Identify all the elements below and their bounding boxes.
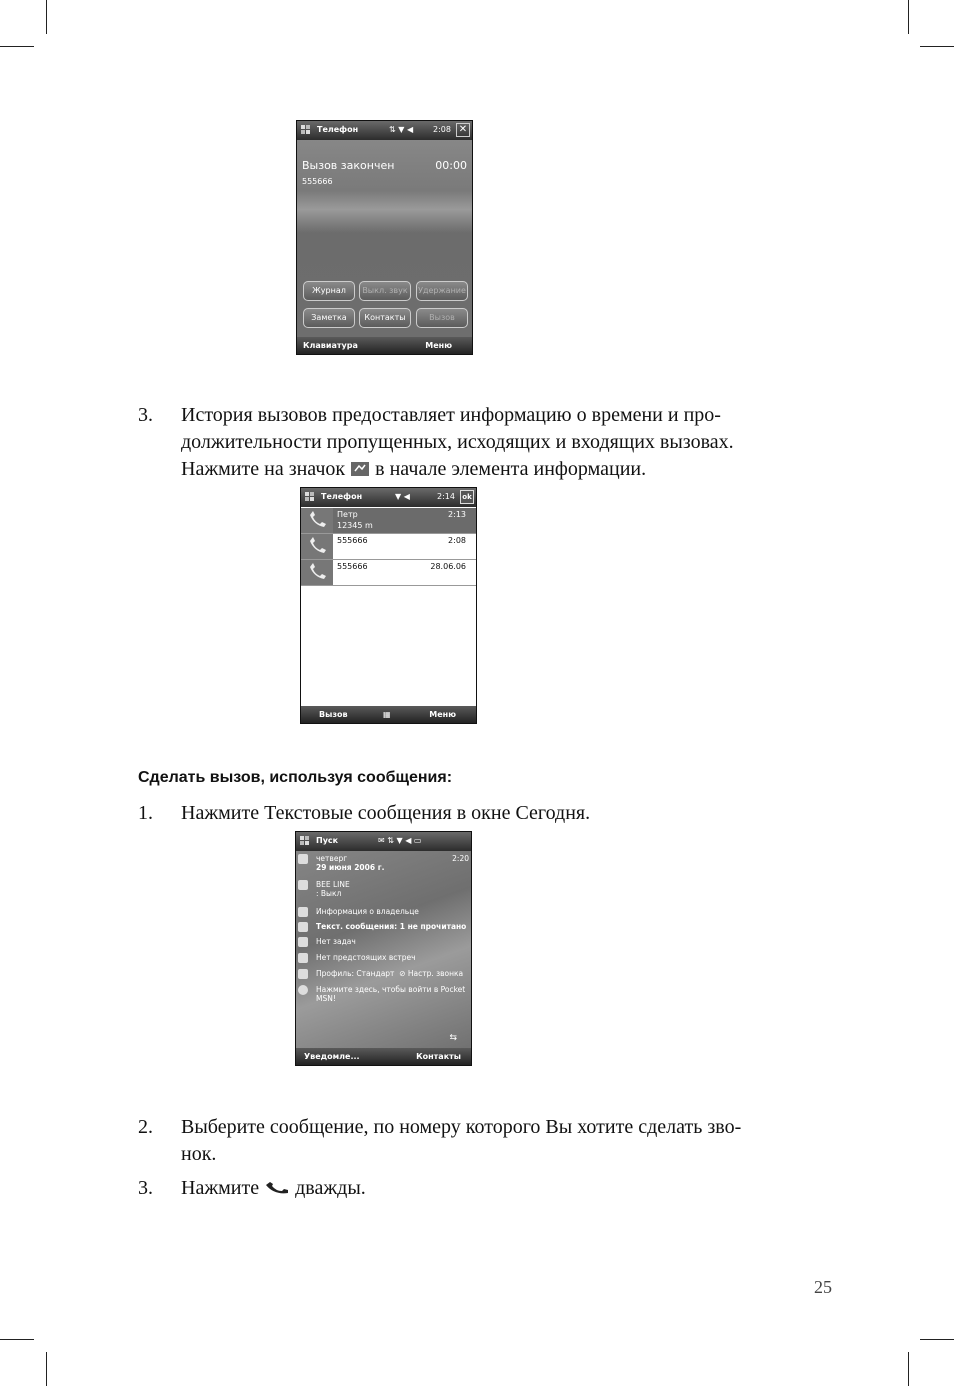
messages-status: Текст. сообщения: 1 не прочитано bbox=[316, 922, 467, 931]
keyboard-icon[interactable]: ▦ bbox=[383, 710, 391, 719]
table-row[interactable] bbox=[301, 534, 476, 560]
operator: BEE LINE bbox=[316, 880, 350, 889]
checkbox-icon bbox=[298, 937, 308, 947]
app-title: Пуск bbox=[316, 836, 339, 845]
item-text: дважды. bbox=[295, 1177, 366, 1199]
log-button[interactable]: Журнал bbox=[303, 281, 355, 301]
call-timer: 00:00 bbox=[435, 159, 467, 172]
app-title: Телефон bbox=[317, 125, 359, 134]
incoming-call-icon[interactable] bbox=[301, 508, 333, 533]
signal-icon: ▼ ◀ bbox=[395, 492, 410, 501]
title-bar bbox=[301, 488, 476, 507]
windows-logo-icon[interactable] bbox=[298, 834, 312, 848]
softkey-bar bbox=[296, 1048, 471, 1065]
date-full: 29 июня 2006 г. bbox=[316, 863, 385, 872]
item-text-line: История вызовов предоставляет информацию о времени и про- bbox=[181, 404, 721, 426]
item-text: в начале элемента информации. bbox=[375, 458, 647, 480]
page-number: 25 bbox=[814, 1277, 832, 1297]
mute-button[interactable]: Выкл. звук bbox=[359, 281, 411, 301]
item-number: 3. bbox=[138, 1177, 153, 1199]
item-text: Нажмите на значок bbox=[181, 458, 346, 480]
softkey-call[interactable]: Вызов bbox=[319, 710, 348, 719]
app-title: Телефон bbox=[321, 492, 363, 501]
crop-mark bbox=[920, 46, 954, 47]
screenshot-today: Пуск ✉ ⇅ ▼ ◀ ▭ четверг 29 июня 2006 г. 2:20 BEE LINE : Выкл Информация о владельце Текст. сообщения: 1 не прочитано Нет задач Нет предстоящих встреч Профиль: Стандарт ⊘ Настр. звонка Нажмите здесь, чтобы войти в Pocket MSN! ⇆ Уведомле... Контакты bbox=[295, 831, 472, 1066]
entry-name: 555666 bbox=[337, 562, 368, 571]
close-icon[interactable]: ✕ bbox=[456, 123, 470, 137]
profile-status: Профиль: Стандарт bbox=[316, 969, 395, 978]
item-text: Нажмите bbox=[181, 1177, 260, 1199]
item-text: Нажмите Текстовые сообщения в окне Сегодня. bbox=[181, 802, 591, 824]
title-bar bbox=[297, 121, 472, 140]
softkey-bar bbox=[297, 337, 472, 354]
connectivity-icon[interactable]: ⇆ bbox=[449, 1033, 457, 1043]
crop-mark bbox=[920, 1339, 954, 1340]
clock-icon bbox=[298, 854, 308, 864]
calendar-icon bbox=[298, 953, 308, 963]
bluetooth-status: : Выкл bbox=[316, 889, 342, 898]
item-text-line: должительности пропущенных, исходящих и входящих вызовах. bbox=[181, 431, 734, 453]
title-bar bbox=[296, 832, 471, 851]
item-number: 2. bbox=[138, 1116, 153, 1138]
list-item bbox=[138, 1114, 834, 1168]
screenshot-call-ended bbox=[296, 120, 473, 355]
note-button[interactable]: Заметка bbox=[303, 308, 355, 328]
softkey-notifications[interactable]: Уведомле... bbox=[304, 1052, 360, 1061]
tasks-status: Нет задач bbox=[316, 937, 356, 946]
softkey-keyboard[interactable]: Клавиатура bbox=[303, 341, 358, 350]
list-item bbox=[138, 1175, 834, 1202]
appointments-status: Нет предстоящих встреч bbox=[316, 953, 416, 962]
softkey-menu[interactable]: Меню bbox=[429, 710, 456, 719]
status-icons: ✉ ⇅ ▼ ◀ ▭ bbox=[378, 836, 422, 845]
crop-mark bbox=[908, 0, 909, 34]
antenna-icon bbox=[298, 880, 308, 890]
windows-logo-icon[interactable] bbox=[303, 490, 317, 504]
signal-icon: ⇅ ▼ ◀ bbox=[389, 125, 414, 134]
ring-settings: Настр. звонка bbox=[407, 969, 464, 978]
entry-name: Петр bbox=[337, 510, 358, 519]
entry-sub: 12345 m bbox=[337, 521, 373, 530]
msn-butterfly-icon bbox=[298, 985, 308, 995]
crop-mark bbox=[46, 0, 47, 34]
table-row[interactable] bbox=[301, 560, 476, 586]
item-text-line: Выберите сообщение, по номеру которого Вы хотите сделать зво- bbox=[181, 1116, 742, 1138]
person-icon bbox=[298, 907, 308, 917]
softkey-menu[interactable]: Меню bbox=[425, 341, 452, 350]
phone-handset-icon bbox=[264, 1182, 290, 1196]
call-number: 555666 bbox=[302, 177, 333, 186]
item-number: 3. bbox=[138, 404, 153, 426]
softkey-bar bbox=[301, 706, 476, 723]
envelope-icon bbox=[298, 922, 308, 932]
date-day: четверг bbox=[316, 854, 348, 863]
call-log-icon bbox=[350, 461, 370, 477]
clock: 2:08 bbox=[433, 125, 451, 134]
entry-time: 28.06.06 bbox=[430, 562, 466, 571]
item-number: 1. bbox=[138, 802, 153, 824]
table-row[interactable] bbox=[301, 508, 476, 534]
section-heading: Сделать вызов, используя сообщения: bbox=[138, 769, 453, 786]
msn-text: MSN! bbox=[316, 994, 336, 1003]
outgoing-call-icon[interactable] bbox=[301, 534, 333, 559]
clock: 2:20 bbox=[452, 854, 469, 863]
hold-button[interactable]: Удержание bbox=[416, 281, 468, 301]
call-status: Вызов закончен bbox=[302, 159, 395, 172]
screenshot-call-history bbox=[300, 487, 477, 724]
outgoing-call-icon[interactable] bbox=[301, 560, 333, 585]
crop-mark bbox=[0, 1339, 34, 1340]
crop-mark bbox=[46, 1352, 47, 1386]
msn-text: Нажмите здесь, чтобы войти в Pocket bbox=[316, 985, 466, 994]
windows-logo-icon[interactable] bbox=[299, 123, 313, 137]
crop-mark bbox=[908, 1352, 909, 1386]
clock: 2:14 bbox=[437, 492, 455, 501]
list-item bbox=[138, 800, 834, 827]
profile-icon bbox=[298, 969, 308, 979]
entry-name: 555666 bbox=[337, 536, 368, 545]
call-button[interactable]: Вызов bbox=[416, 308, 468, 328]
owner-info: Информация о владельце bbox=[316, 907, 419, 916]
item-text-line: нок. bbox=[181, 1143, 217, 1165]
entry-time: 2:13 bbox=[448, 510, 466, 519]
ok-button[interactable]: ok bbox=[460, 490, 474, 504]
entry-time: 2:08 bbox=[448, 536, 466, 545]
contacts-button[interactable]: Контакты bbox=[359, 308, 411, 328]
crop-mark bbox=[0, 46, 34, 47]
list-item bbox=[138, 402, 834, 483]
softkey-contacts[interactable]: Контакты bbox=[416, 1052, 461, 1061]
